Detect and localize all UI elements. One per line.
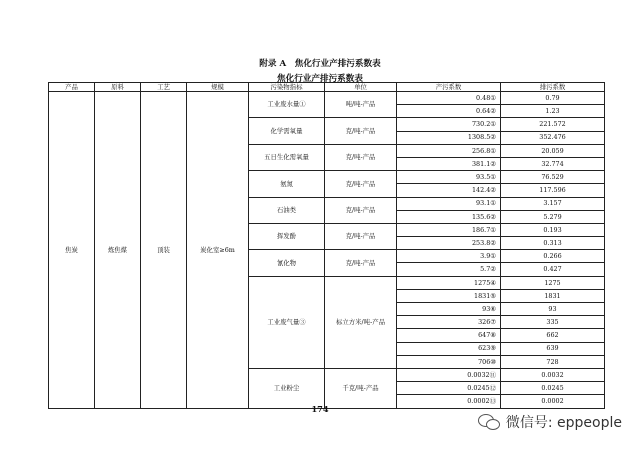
pollutant-name: 氨氮 <box>249 171 325 197</box>
pollutant-unit: 克/吨-产品 <box>325 197 397 223</box>
emission-coefficient: 1831 <box>501 289 605 302</box>
appendix-title: 附录 A 焦化行业产排污系数表 <box>259 59 381 69</box>
wechat-icon <box>478 413 500 431</box>
header-product: 产品 <box>49 83 95 92</box>
table-title: 焦化行业产排污系数表 <box>277 74 363 84</box>
emission-coefficient: 32.774 <box>501 157 605 170</box>
emission-coefficient: 76.529 <box>501 171 605 184</box>
pollutant-name: 工业粉尘 <box>249 368 325 408</box>
emission-coefficient: 0.0245 <box>501 382 605 395</box>
header-generation-coefficient: 产污系数 <box>397 83 501 92</box>
header-row <box>49 83 605 92</box>
pollutant-unit: 克/吨-产品 <box>325 118 397 144</box>
emission-coefficient: 335 <box>501 316 605 329</box>
emission-coefficient: 0.79 <box>501 92 605 105</box>
pollutant-name: 工业废水量① <box>249 92 325 118</box>
emission-coefficient: 93 <box>501 303 605 316</box>
emission-coefficient: 662 <box>501 329 605 342</box>
generation-coefficient: 256.8① <box>397 144 501 157</box>
emission-coefficient: 20.059 <box>501 144 605 157</box>
emission-coefficient: 352.476 <box>501 131 605 144</box>
generation-coefficient: 93⑥ <box>397 303 501 316</box>
header-unit: 单位 <box>325 83 397 92</box>
generation-coefficient: 186.7① <box>397 223 501 236</box>
generation-coefficient: 5.7② <box>397 263 501 276</box>
generation-coefficient: 647⑧ <box>397 329 501 342</box>
emission-coefficient: 0.193 <box>501 223 605 236</box>
generation-coefficient: 623⑨ <box>397 342 501 355</box>
pollutant-name: 氰化物 <box>249 250 325 276</box>
pollutant-unit: 吨/吨-产品 <box>325 92 397 118</box>
pollutant-unit: 克/吨-产品 <box>325 144 397 170</box>
header-scale: 规模 <box>187 83 249 92</box>
header-material: 原料 <box>95 83 141 92</box>
pollutant-unit: 标立方米/吨-产品 <box>325 276 397 368</box>
pollutant-unit: 千克/吨-产品 <box>325 368 397 408</box>
emission-coefficient: 0.0002 <box>501 395 605 408</box>
generation-coefficient: 730.2① <box>397 118 501 131</box>
coefficient-table <box>48 82 605 409</box>
watermark-text: 微信号: eppeople <box>505 415 622 431</box>
pollutant-unit: 克/吨-产品 <box>325 223 397 249</box>
generation-coefficient: 0.0245⑫ <box>397 382 501 395</box>
material-cell: 炼焦煤 <box>95 92 141 409</box>
emission-coefficient: 3.157 <box>501 197 605 210</box>
emission-coefficient: 728 <box>501 355 605 368</box>
emission-coefficient: 639 <box>501 342 605 355</box>
generation-coefficient: 1275④ <box>397 276 501 289</box>
pollutant-name: 石油类 <box>249 197 325 223</box>
generation-coefficient: 135.6② <box>397 210 501 223</box>
generation-coefficient: 93.1① <box>397 197 501 210</box>
generation-coefficient: 1831⑤ <box>397 289 501 302</box>
generation-coefficient: 706⑩ <box>397 355 501 368</box>
generation-coefficient: 381.1② <box>397 157 501 170</box>
header-process: 工艺 <box>141 83 187 92</box>
table-row <box>49 92 605 105</box>
generation-coefficient: 0.0032⑪ <box>397 368 501 381</box>
generation-coefficient: 3.9① <box>397 250 501 263</box>
emission-coefficient: 0.266 <box>501 250 605 263</box>
emission-coefficient: 0.427 <box>501 263 605 276</box>
generation-coefficient: 0.48① <box>397 92 501 105</box>
pollutant-name: 化学需氧量 <box>249 118 325 144</box>
header-emission-coefficient: 排污系数 <box>501 83 605 92</box>
generation-coefficient: 93.5① <box>397 171 501 184</box>
pollutant-unit: 克/吨-产品 <box>325 171 397 197</box>
emission-coefficient: 221.572 <box>501 118 605 131</box>
process-cell: 顶装 <box>141 92 187 409</box>
generation-coefficient: 326⑦ <box>397 316 501 329</box>
emission-coefficient: 1275 <box>501 276 605 289</box>
emission-coefficient: 0.313 <box>501 237 605 250</box>
emission-coefficient: 5.279 <box>501 210 605 223</box>
pollutant-name: 挥发酚 <box>249 223 325 249</box>
emission-coefficient: 0.0032 <box>501 368 605 381</box>
generation-coefficient: 253.8② <box>397 237 501 250</box>
watermark <box>478 412 622 432</box>
pollutant-unit: 克/吨-产品 <box>325 250 397 276</box>
generation-coefficient: 1308.5② <box>397 131 501 144</box>
product-cell: 焦炭 <box>49 92 95 409</box>
scale-cell: 炭化室≥6m <box>187 92 249 409</box>
emission-coefficient: 117.596 <box>501 184 605 197</box>
generation-coefficient: 0.0002⑬ <box>397 395 501 408</box>
generation-coefficient: 142.4② <box>397 184 501 197</box>
pollutant-name: 五日生化需氧量 <box>249 144 325 170</box>
page-number: 174 <box>311 404 329 414</box>
emission-coefficient: 1.23 <box>501 105 605 118</box>
generation-coefficient: 0.64② <box>397 105 501 118</box>
header-pollutant: 污染物指标 <box>249 83 325 92</box>
pollutant-name: 工业废气量③ <box>249 276 325 368</box>
